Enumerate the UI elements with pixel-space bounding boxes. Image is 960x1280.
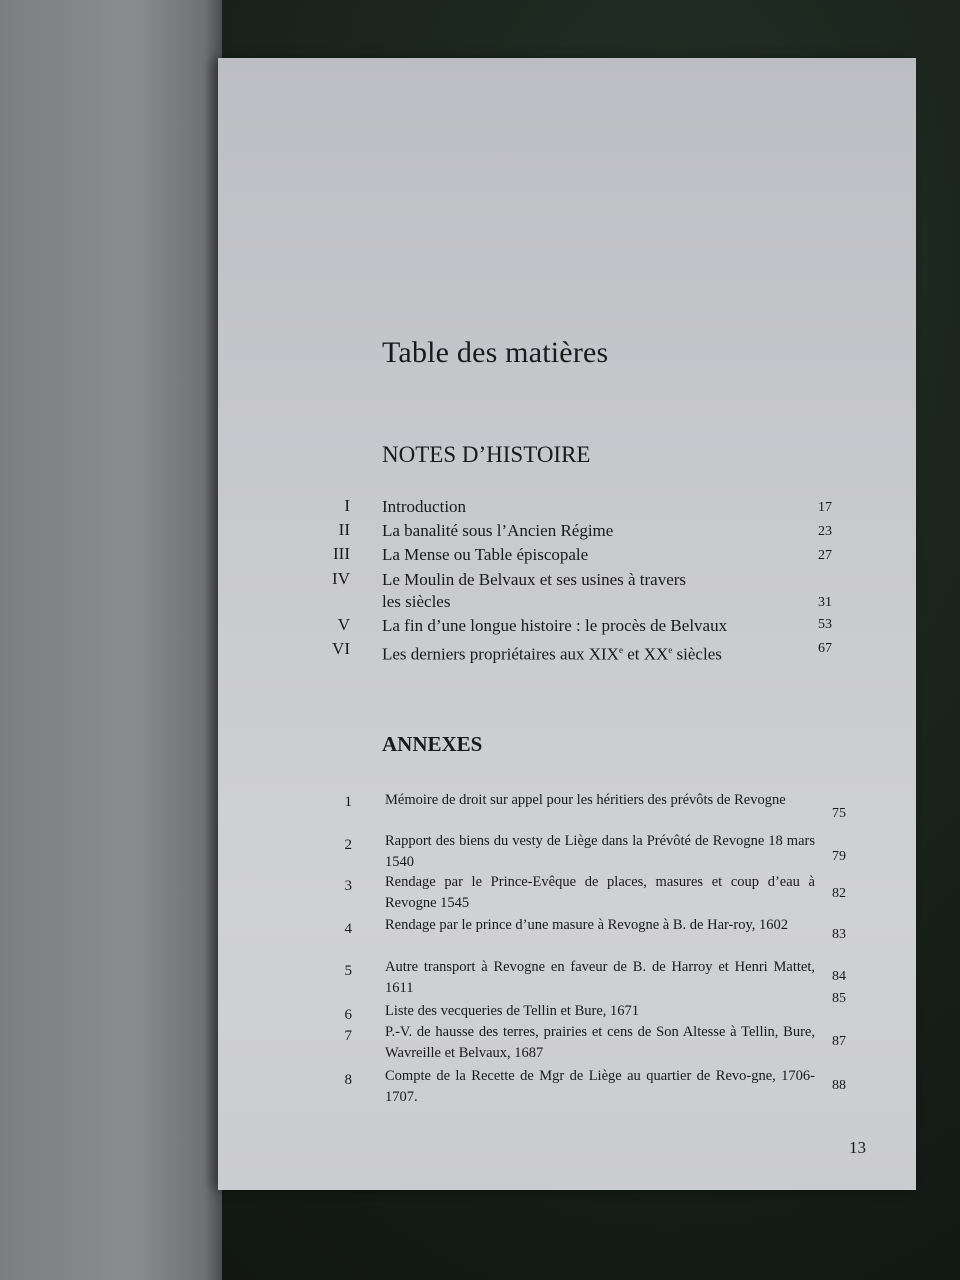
superscript: e xyxy=(618,645,623,655)
page-title: Table des matières xyxy=(382,336,609,369)
toc-page: 67 xyxy=(818,641,832,656)
toc-entry: Rendage par le prince d’une masure à Revogne à B. de Har-roy, 1602 xyxy=(385,917,789,933)
toc-page: 17 xyxy=(818,500,832,515)
toc-entry-part: siècles xyxy=(672,644,722,664)
toc-number: III xyxy=(333,544,350,563)
facing-page xyxy=(0,0,222,1280)
toc-page: 53 xyxy=(818,617,832,632)
toc-entry-part: et XX xyxy=(622,644,669,664)
toc-page: 85 xyxy=(832,991,846,1006)
toc-page: 87 xyxy=(832,1034,846,1049)
toc-number: IV xyxy=(332,569,350,588)
toc-entry-line: les siècles xyxy=(382,592,451,611)
toc-entry-line: Le Moulin de Belvaux et ses usines à travers xyxy=(382,570,687,589)
toc-page: 84 xyxy=(832,969,846,984)
toc-number: 3 xyxy=(344,878,352,894)
notes-heading: NOTES D’HISTOIRE xyxy=(382,442,591,467)
page-number: 13 xyxy=(849,1138,866,1157)
toc-entry: Liste des vecqueries de Tellin et Bure, 1671 xyxy=(385,1003,640,1019)
toc-number: 2 xyxy=(344,837,352,853)
toc-entry: Compte de la Recette de Mgr de Liège au quartier de Revo-gne, 1706-1707. xyxy=(385,1068,815,1105)
toc-page: 79 xyxy=(832,849,846,864)
toc-page: 83 xyxy=(832,927,846,942)
toc-number: 1 xyxy=(344,794,352,810)
toc-entry: Autre transport à Revogne en faveur de B. de Harroy et Henri Mattet, 1611 xyxy=(385,959,815,996)
toc-page: 31 xyxy=(818,595,832,610)
toc-page: 82 xyxy=(832,886,846,901)
toc-entry: Rapport des biens du vesty de Liège dans la Prévôté de Revogne 18 mars 1540 xyxy=(385,833,815,870)
toc-page: 27 xyxy=(818,548,832,563)
toc-entry: Introduction xyxy=(382,497,467,516)
toc-page: 23 xyxy=(818,524,832,539)
toc-number: II xyxy=(338,520,350,539)
toc-page: 75 xyxy=(832,806,846,821)
toc-entry: La fin d’une longue histoire : le procès de Belvaux xyxy=(382,616,728,635)
toc-entry: La banalité sous l’Ancien Régime xyxy=(382,521,614,540)
annexes-heading: ANNEXES xyxy=(382,732,483,756)
toc-page: 88 xyxy=(832,1078,846,1093)
toc-entry xyxy=(382,639,722,666)
toc-entry: Rendage par le Prince-Evêque de places, masures et coup d’eau à Revogne 1545 xyxy=(385,874,815,911)
toc-number: VI xyxy=(332,639,350,658)
book-page xyxy=(218,58,916,1190)
toc-number: V xyxy=(337,615,350,634)
toc-entry: La Mense ou Table épiscopale xyxy=(382,545,589,564)
toc-number: 8 xyxy=(344,1072,352,1088)
toc-entry: Mémoire de droit sur appel pour les héritiers des prévôts de Revogne xyxy=(385,792,786,808)
toc-number: 6 xyxy=(344,1007,352,1023)
toc-number: 4 xyxy=(344,921,352,937)
toc-entry: P.-V. de hausse des terres, prairies et cens de Son Altesse à Tellin, Bure, Wavreille et Belvaux, 1687 xyxy=(385,1024,815,1061)
toc-entry-part: Les derniers propriétaires aux XIX xyxy=(382,644,619,664)
toc-number: 7 xyxy=(344,1028,352,1044)
superscript: e xyxy=(668,645,673,655)
toc-number: I xyxy=(344,496,350,515)
toc-number: 5 xyxy=(344,963,352,979)
